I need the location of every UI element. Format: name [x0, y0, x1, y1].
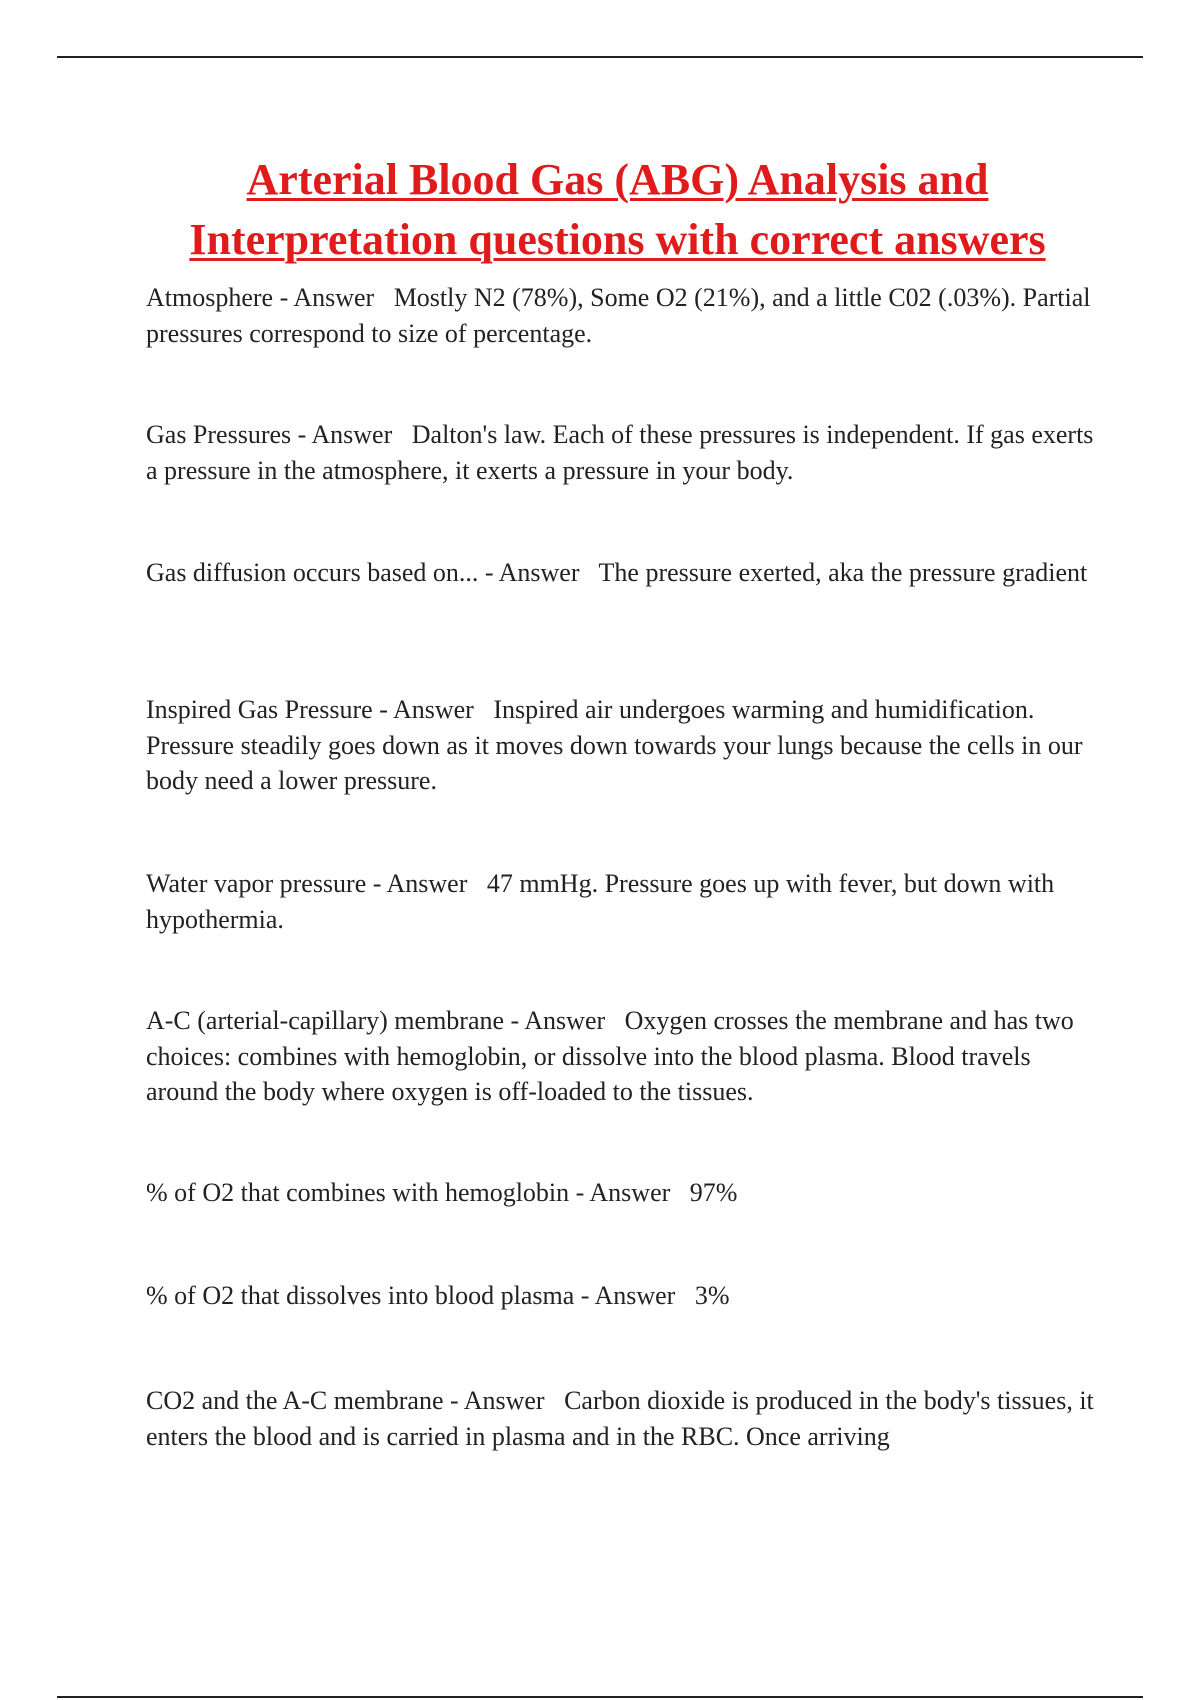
- answer-separator: - Answer: [273, 283, 394, 312]
- qa-entry: [146, 1278, 1106, 1314]
- qa-answer: Mostly N2 (78%), Some O2 (21%), and a little C02 (.03%). Partial pressures correspond to size of percentage.: [146, 283, 1091, 348]
- qa-answer: Dalton's law. Each of these pressures is independent. If gas exerts a pressure in the atmosphere, it exerts a pressure in your body.: [146, 420, 1094, 485]
- qa-entry: [146, 280, 1106, 351]
- qa-answer: Carbon dioxide is produced in the body's tissues, it enters the blood and is carried in plasma and in the RBC. Once arriving: [146, 1386, 1094, 1451]
- qa-answer: 3%: [694, 1281, 730, 1310]
- answer-separator: - Answer: [504, 1006, 625, 1035]
- qa-entry: [146, 1175, 1106, 1211]
- footer-rule: [57, 1696, 1143, 1698]
- answer-separator: - Answer: [569, 1178, 690, 1207]
- title-line-2: Interpretation questions with correct answers: [189, 215, 1046, 264]
- qa-term: CO2 and the A-C membrane: [146, 1386, 444, 1415]
- answer-separator: - Answer: [291, 420, 412, 449]
- qa-term: Gas Pressures: [146, 420, 292, 449]
- answer-separator: - Answer: [574, 1281, 695, 1310]
- qa-entry: [146, 1383, 1106, 1454]
- qa-term: Inspired Gas Pressure: [146, 695, 373, 724]
- qa-term: % of O2 that dissolves into blood plasma: [146, 1281, 575, 1310]
- qa-answer: Oxygen crosses the membrane and has two choices: combines with hemoglobin, or dissolve into the blood plasma. Blood travels around the body where oxygen is off-loaded to the tissues.: [146, 1006, 1074, 1106]
- qa-entry: [146, 555, 1106, 591]
- answer-separator: - Answer: [372, 695, 494, 724]
- title-line-1: Arterial Blood Gas (ABG) Analysis and: [246, 155, 989, 204]
- qa-entry: [146, 417, 1106, 488]
- qa-term: A-C (arterial-capillary) membrane: [146, 1006, 505, 1035]
- answer-separator: - Answer: [443, 1386, 565, 1415]
- qa-term: % of O2 that combines with hemoglobin: [146, 1178, 570, 1207]
- qa-answer: 97%: [689, 1178, 738, 1207]
- answer-separator: - Answer: [366, 869, 487, 898]
- qa-answer: 47 mmHg. Pressure goes up with fever, but down with hypothermia.: [146, 869, 1055, 934]
- qa-entry: [146, 866, 1106, 937]
- document-title: [100, 150, 1135, 270]
- qa-term: Atmosphere: [146, 283, 274, 312]
- qa-term: Gas diffusion occurs based on...: [146, 558, 479, 587]
- qa-entry: [146, 1003, 1106, 1110]
- qa-entry: [146, 692, 1106, 799]
- qa-answer: Inspired air undergoes warming and humidification. Pressure steadily goes down as it moves down towards your lungs because the cells in our body need a lower pressure.: [146, 695, 1083, 795]
- header-rule: [57, 56, 1143, 58]
- answer-separator: - Answer: [478, 558, 599, 587]
- qa-answer: The pressure exerted, aka the pressure gradient: [598, 558, 1088, 587]
- qa-term: Water vapor pressure: [146, 869, 367, 898]
